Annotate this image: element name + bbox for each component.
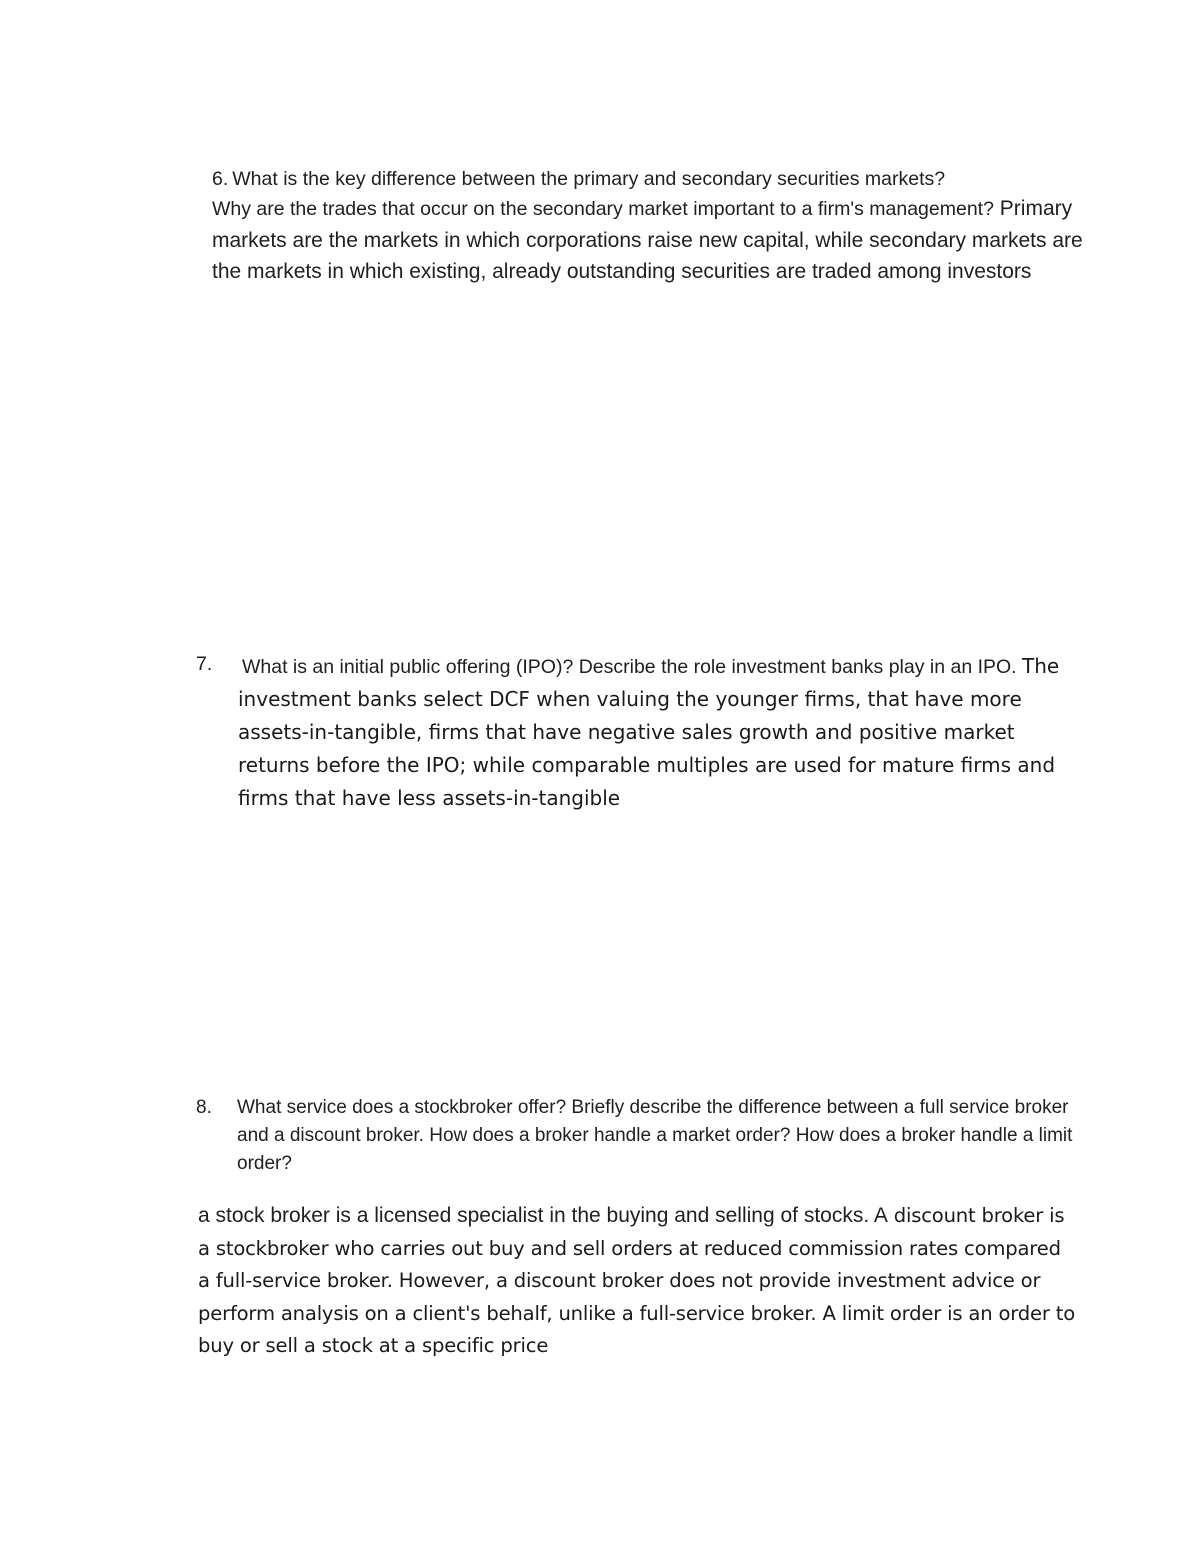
answer-8-detail: discount broker is a stockbroker who carries out buy and sell orders at reduced commission rates compared a full-service broker. However, a discount broker does not provide investment advice or perform analysis on a client's behalf, unlike a full-service broker. A limit order is an order to buy or sell a stock at a specific price	[198, 1204, 1076, 1357]
question-8-text: What service does a stockbroker offer? Briefly describe the difference between a full service broker and a discount broker. How does a broker handle a market order? How does a broker handle a limit order?	[237, 1097, 1073, 1174]
answer-8	[198, 1200, 1078, 1363]
answer-7: The investment banks select DCF when valuing the younger firms, that have more assets-in-tangible, firms that have negative sales growth and positive market returns before the IPO; while comparable multiples are used for mature firms and firms that have less assets-in-tangible	[238, 654, 1060, 810]
question-7	[196, 650, 1076, 815]
question-6-number: 6.	[212, 168, 229, 190]
answer-6: Primary markets are the markets in which corporations raise new capital, while secondary markets are the markets in which existing, already outstanding securities are traded among investors	[212, 197, 1083, 283]
question-7-text: What is an initial public offering (IPO)? Describe the role investment banks play in an IPO.	[242, 656, 1017, 678]
question-6-continuation	[212, 193, 1092, 287]
answer-8-intro: a stock broker is a licensed specialist in the buying and selling of stocks. A	[198, 1204, 888, 1227]
question-8	[196, 1094, 1076, 1178]
question-6-first-line	[212, 165, 1092, 193]
question-8-number: 8.	[196, 1097, 212, 1118]
question-7-body	[238, 650, 1076, 815]
question-6	[212, 165, 1092, 287]
question-7-number: 7.	[196, 653, 213, 675]
question-6-text-continued: Why are the trades that occur on the secondary market important to a firm's management?	[212, 198, 994, 220]
question-6-text: What is the key difference between the primary and secondary securities markets?	[232, 168, 946, 190]
